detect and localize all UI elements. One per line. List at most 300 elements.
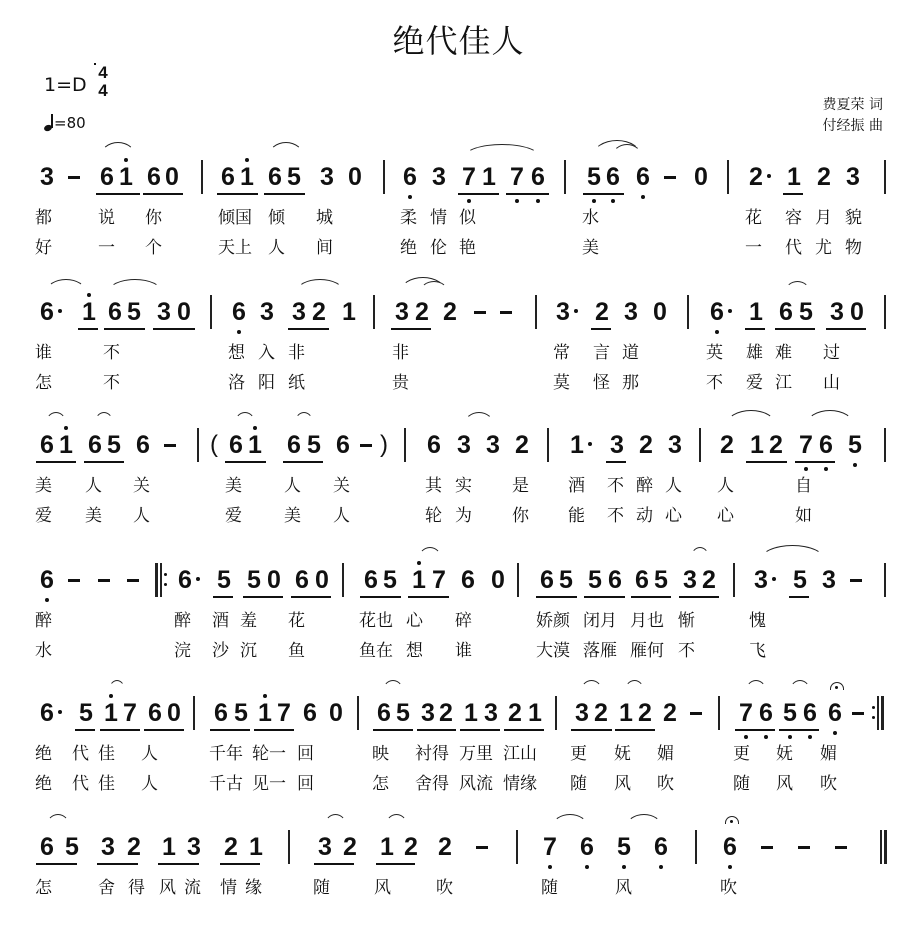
note xyxy=(246,430,264,460)
lyric-verse-1: 缘 xyxy=(245,878,262,898)
note-digit: 0 xyxy=(850,298,864,326)
lyric-verse-2: 绝 xyxy=(35,774,52,794)
note-digit: 3 xyxy=(40,163,54,191)
lyric-verse-2: 鱼在 xyxy=(359,641,393,661)
lyric-verse-2: 佳 xyxy=(98,774,115,794)
note-digit: 3 xyxy=(484,699,498,727)
lyric-verse-1: 不 xyxy=(103,343,120,363)
bar-line xyxy=(383,160,385,194)
lyric-verse-2: 代 xyxy=(72,774,89,794)
eighth-underline xyxy=(631,596,671,598)
lyric-verse-1: 人 xyxy=(141,744,158,764)
eighth-underline xyxy=(217,193,258,195)
lyric-verse-2: 见一 xyxy=(252,774,286,794)
eighth-underline xyxy=(36,863,77,865)
note-digit: 2 xyxy=(443,298,457,326)
lyric-verse-1: 轮一 xyxy=(252,744,286,764)
low-octave-dot xyxy=(715,330,719,334)
note xyxy=(80,297,98,327)
eighth-underline xyxy=(254,729,294,731)
lyric-verse-1: 江山 xyxy=(503,744,537,764)
augmentation-dot xyxy=(58,710,62,714)
lyric-verse-2: 雁何 xyxy=(630,641,664,661)
note xyxy=(247,832,265,862)
note-digit: 0 xyxy=(167,699,181,727)
thin-line xyxy=(160,563,162,597)
lyric-verse-1: 人 xyxy=(717,476,734,496)
lyric-verse-1: 月也 xyxy=(630,611,664,631)
lyric-verse-1: 貌 xyxy=(845,208,862,228)
note xyxy=(634,162,652,192)
quarter-note-icon xyxy=(44,115,54,131)
lyric-verse-2: 山 xyxy=(823,373,840,393)
parenthesis: ) xyxy=(380,431,388,458)
bar-line xyxy=(210,295,212,329)
note-digit: 2 xyxy=(639,431,653,459)
thin-line xyxy=(880,830,882,864)
note-digit: 3 xyxy=(320,163,334,191)
note-digit: 3 xyxy=(486,431,500,459)
slur-arc xyxy=(690,547,710,560)
slur-arc xyxy=(45,412,67,425)
time-signature-divider xyxy=(94,63,96,65)
lyric-verse-2: 风 xyxy=(776,774,793,794)
note-digit: 6 xyxy=(828,699,842,727)
note xyxy=(436,832,454,862)
lyric-verse-1: 千年 xyxy=(209,744,243,764)
note-digit: 2 xyxy=(312,298,326,326)
note-digit: 6 xyxy=(759,699,773,727)
low-octave-dot xyxy=(641,195,645,199)
note xyxy=(265,565,283,595)
lyric-verse-2: 心 xyxy=(717,506,734,526)
eighth-underline xyxy=(96,193,140,195)
lyric-verse-2: 沉 xyxy=(240,641,257,661)
lyricist: 费夏荣 词 xyxy=(822,97,883,113)
lyric-verse-2: 大漠 xyxy=(536,641,570,661)
note-digit: 1 xyxy=(412,566,426,594)
note xyxy=(718,430,736,460)
low-octave-dot xyxy=(515,199,519,203)
slur-arc xyxy=(46,814,70,827)
note xyxy=(777,297,795,327)
note-digit: 3 xyxy=(318,833,332,861)
eighth-underline xyxy=(158,863,199,865)
lyric-verse-2: 爱 xyxy=(225,506,242,526)
note xyxy=(430,565,448,595)
eighth-underline xyxy=(314,863,354,865)
note xyxy=(258,297,276,327)
note xyxy=(146,698,164,728)
note-digit: 5 xyxy=(588,566,602,594)
lyric-verse-1: 更 xyxy=(733,744,750,764)
note xyxy=(346,162,364,192)
note-digit: 6 xyxy=(40,298,54,326)
note xyxy=(410,565,428,595)
note-digit: 7 xyxy=(462,163,476,191)
note xyxy=(98,162,116,192)
note-digit: 5 xyxy=(799,298,813,326)
note xyxy=(578,832,596,862)
notation-row xyxy=(0,698,917,808)
lyric-verse-1: 常 xyxy=(553,343,570,363)
lyric-verse-2: 天上 xyxy=(218,238,252,258)
note-digit: 3 xyxy=(260,298,274,326)
note xyxy=(57,430,75,460)
lyric-verse-2: 人 xyxy=(133,506,150,526)
note-digit: 5 xyxy=(559,566,573,594)
note xyxy=(585,162,603,192)
repeat-dot xyxy=(164,583,167,586)
slur-arc xyxy=(726,410,776,425)
sustain-dash xyxy=(360,444,372,447)
lyric-verse-2: 轮 xyxy=(425,506,442,526)
note xyxy=(606,565,624,595)
note-digit: 6 xyxy=(636,163,650,191)
lyric-verse-2: 谁 xyxy=(455,641,472,661)
note xyxy=(293,565,311,595)
eighth-underline xyxy=(458,193,499,195)
lyric-verse-2: 想 xyxy=(406,641,423,661)
lyric-verse-1: 说 xyxy=(98,208,115,228)
lyric-verse-1: 人 xyxy=(665,476,682,496)
note xyxy=(38,162,56,192)
low-octave-dot xyxy=(764,735,768,739)
lyric-verse-2: 尤 xyxy=(815,238,832,258)
lyric-verse-1: 美 xyxy=(35,476,52,496)
lyric-verse-1: 不 xyxy=(607,476,624,496)
slur-arc xyxy=(785,281,810,292)
note-digit: 5 xyxy=(79,699,93,727)
lyric-verse-2: 为 xyxy=(455,506,472,526)
note xyxy=(38,297,56,327)
note-digit: 1 xyxy=(119,163,133,191)
note-digit: 3 xyxy=(846,163,860,191)
eighth-underline xyxy=(571,729,612,731)
note xyxy=(437,698,455,728)
slur-arc xyxy=(46,279,86,292)
note xyxy=(232,698,250,728)
note-digit: 2 xyxy=(404,833,418,861)
lyric-verse-2: 人 xyxy=(333,506,350,526)
note xyxy=(622,297,640,327)
note xyxy=(63,832,81,862)
lyric-verse-1: 你 xyxy=(145,208,162,228)
note-digit: 5 xyxy=(234,699,248,727)
eighth-underline xyxy=(97,863,138,865)
eighth-underline xyxy=(36,461,76,463)
note xyxy=(651,297,669,327)
sustain-dash xyxy=(474,311,486,314)
slur-arc xyxy=(789,680,811,693)
note xyxy=(652,565,670,595)
eighth-underline xyxy=(506,193,549,195)
note xyxy=(121,698,139,728)
note xyxy=(256,698,274,728)
eighth-underline xyxy=(584,596,625,598)
note xyxy=(266,162,284,192)
note-digit: 6 xyxy=(710,298,724,326)
eighth-underline xyxy=(783,193,803,195)
slur-arc xyxy=(100,142,136,157)
note xyxy=(413,297,431,327)
note xyxy=(652,832,670,862)
augmentation-dot xyxy=(58,309,62,313)
high-octave-dot xyxy=(263,694,267,698)
note-digit: 3 xyxy=(421,699,435,727)
note-digit: 6 xyxy=(364,566,378,594)
eighth-underline xyxy=(288,328,329,330)
note xyxy=(791,565,809,595)
lyric-verse-1: 衬得 xyxy=(415,744,449,764)
note-digit: 2 xyxy=(663,699,677,727)
note xyxy=(375,698,393,728)
lyric-verse-2: 动 xyxy=(636,506,653,526)
lyric-verse-2: 那 xyxy=(622,373,639,393)
lyric-verse-1: 更 xyxy=(570,744,587,764)
lyric-verse-2: 不 xyxy=(706,373,723,393)
high-octave-dot xyxy=(253,426,257,430)
note xyxy=(441,297,459,327)
note xyxy=(160,832,178,862)
lyric-verse-1: 关 xyxy=(333,476,350,496)
note xyxy=(721,832,739,862)
note xyxy=(38,430,56,460)
sustain-dash xyxy=(500,311,512,314)
lyric-verse-2: 如 xyxy=(795,506,812,526)
lyric-verse-1: 闭月 xyxy=(583,611,617,631)
note-digit: 0 xyxy=(165,163,179,191)
lyric-verse-2: 不 xyxy=(678,641,695,661)
eighth-underline xyxy=(213,596,233,598)
lyric-verse-1: 吹 xyxy=(720,878,737,898)
lyric-verse-2: 风 xyxy=(614,774,631,794)
fermata-icon xyxy=(725,816,739,824)
note xyxy=(615,832,633,862)
slur-arc xyxy=(624,680,645,693)
sustain-dash xyxy=(68,579,80,582)
eighth-underline xyxy=(100,729,140,731)
note-digit: 1 xyxy=(619,699,633,727)
note xyxy=(617,698,635,728)
eighth-underline xyxy=(210,729,250,731)
note xyxy=(747,297,765,327)
note xyxy=(541,832,559,862)
eighth-underline xyxy=(735,729,775,731)
note-digit: 6 xyxy=(608,566,622,594)
slur-arc xyxy=(268,142,304,157)
note xyxy=(538,565,556,595)
note xyxy=(310,297,328,327)
eighth-underline xyxy=(84,461,124,463)
lyric-verse-2: 落雁 xyxy=(583,641,617,661)
lyric-verse-1: 言 xyxy=(593,343,610,363)
bar-line xyxy=(342,563,344,597)
note xyxy=(430,162,448,192)
eighth-underline xyxy=(746,461,787,463)
bar-line xyxy=(718,696,720,730)
slur-arc xyxy=(108,279,162,292)
lyric-verse-1: 非 xyxy=(392,343,409,363)
notation-row xyxy=(0,162,917,272)
note xyxy=(227,430,245,460)
lyric-verse-1: 人 xyxy=(85,476,102,496)
note xyxy=(785,162,803,192)
lyric-verse-2: 美 xyxy=(582,238,599,258)
sustain-dash xyxy=(664,176,676,179)
note-digit: 1 xyxy=(787,163,801,191)
note-digit: 5 xyxy=(793,566,807,594)
lyric-verse-2: 好 xyxy=(35,238,52,258)
lyric-verse-1: 妩 xyxy=(776,744,793,764)
slur-arc xyxy=(418,547,442,560)
lyric-verse-2: 美 xyxy=(284,506,301,526)
note xyxy=(125,832,143,862)
note xyxy=(455,430,473,460)
note xyxy=(637,430,655,460)
note-digit: 6 xyxy=(403,163,417,191)
note-digit: 5 xyxy=(247,566,261,594)
note xyxy=(341,832,359,862)
lyric-verse-1: 想 xyxy=(228,343,245,363)
eighth-underline xyxy=(283,461,323,463)
lyric-verse-1: 流 xyxy=(184,878,201,898)
note xyxy=(145,162,163,192)
note-digit: 6 xyxy=(336,431,350,459)
lyric-verse-2: 莫 xyxy=(553,373,570,393)
note xyxy=(848,297,866,327)
note-digit: 7 xyxy=(277,699,291,727)
augmentation-dot xyxy=(588,442,592,446)
eighth-underline xyxy=(606,461,626,463)
bar-line xyxy=(884,160,886,194)
note xyxy=(593,297,611,327)
note xyxy=(828,297,846,327)
lyric-verse-2: 不 xyxy=(103,373,120,393)
note xyxy=(362,565,380,595)
note-digit: 6 xyxy=(287,431,301,459)
note xyxy=(334,430,352,460)
low-octave-dot xyxy=(622,865,626,869)
eighth-underline xyxy=(104,328,145,330)
lyric-verse-2: 阳 xyxy=(258,373,275,393)
note-digit: 6 xyxy=(40,699,54,727)
slur-arc xyxy=(108,680,126,693)
low-octave-dot xyxy=(853,463,857,467)
lyric-verse-2: 怎 xyxy=(35,373,52,393)
note-digit: 5 xyxy=(127,298,141,326)
note xyxy=(826,698,844,728)
note-digit: 1 xyxy=(570,431,584,459)
low-octave-dot xyxy=(467,199,471,203)
lyric-verse-1: 情 xyxy=(220,878,237,898)
bar-line xyxy=(288,830,290,864)
lyric-verse-2: 人 xyxy=(268,238,285,258)
eighth-underline xyxy=(536,596,577,598)
eighth-underline xyxy=(591,328,611,330)
note xyxy=(318,162,336,192)
high-octave-dot xyxy=(417,561,421,565)
note-digit: 5 xyxy=(383,566,397,594)
note-digit: 1 xyxy=(464,699,478,727)
note xyxy=(526,698,544,728)
lyric-verse-1: 月 xyxy=(815,208,832,228)
note-digit: 2 xyxy=(439,699,453,727)
note-digit: 2 xyxy=(415,298,429,326)
note xyxy=(846,430,864,460)
note-digit: 3 xyxy=(668,431,682,459)
note-digit: 3 xyxy=(432,163,446,191)
lyric-verse-1: 碎 xyxy=(455,611,472,631)
note xyxy=(462,698,480,728)
low-octave-dot xyxy=(237,330,241,334)
note-digit: 3 xyxy=(292,298,306,326)
bar-line xyxy=(564,160,566,194)
note-digit: 3 xyxy=(624,298,638,326)
lyric-verse-2: 美 xyxy=(85,506,102,526)
lyric-verse-2: 爱 xyxy=(35,506,52,526)
sustain-dash xyxy=(164,444,176,447)
lyric-verse-2: 代 xyxy=(785,238,802,258)
low-octave-dot xyxy=(548,865,552,869)
note xyxy=(608,430,626,460)
slur-arc xyxy=(94,412,114,425)
note xyxy=(797,430,815,460)
note xyxy=(86,430,104,460)
slur-arc xyxy=(296,279,344,292)
note-digit: 6 xyxy=(148,699,162,727)
lyric-verse-1: 城 xyxy=(316,208,333,228)
note xyxy=(163,162,181,192)
note-digit: 3 xyxy=(575,699,589,727)
lyric-verse-2: 江 xyxy=(775,373,792,393)
note-digit: 5 xyxy=(617,833,631,861)
eighth-underline xyxy=(153,328,195,330)
note-digit: 5 xyxy=(654,566,668,594)
note-digit: 6 xyxy=(221,163,235,191)
note xyxy=(513,430,531,460)
lyric-verse-2: 吹 xyxy=(657,774,674,794)
lyric-verse-1: 随 xyxy=(313,878,330,898)
lyric-verse-1: 媚 xyxy=(820,744,837,764)
lyric-verse-1: 容 xyxy=(785,208,802,228)
sustain-dash xyxy=(798,846,810,849)
eighth-underline xyxy=(243,596,283,598)
note-digit: 3 xyxy=(683,566,697,594)
lyric-verse-2: 随 xyxy=(570,774,587,794)
slur-arc xyxy=(580,680,603,693)
bar-line xyxy=(517,563,519,597)
lyric-verse-1: 似 xyxy=(459,208,476,228)
lyric-verse-1: 心 xyxy=(406,611,423,631)
note-digit: 5 xyxy=(65,833,79,861)
lyric-verse-1: 花 xyxy=(288,611,305,631)
note-digit: 1 xyxy=(248,431,262,459)
note xyxy=(748,430,766,460)
note xyxy=(752,565,770,595)
note-digit: 6 xyxy=(303,699,317,727)
bar-line xyxy=(884,428,886,462)
lyric-verse-1: 得 xyxy=(128,878,145,898)
note-digit: 6 xyxy=(100,163,114,191)
lyric-verse-1: 风 xyxy=(159,878,176,898)
note xyxy=(222,832,240,862)
eighth-underline xyxy=(789,596,809,598)
note xyxy=(212,698,230,728)
eighth-underline xyxy=(391,328,431,330)
lyric-verse-1: 倾 xyxy=(268,208,285,228)
bar-line xyxy=(404,428,406,462)
